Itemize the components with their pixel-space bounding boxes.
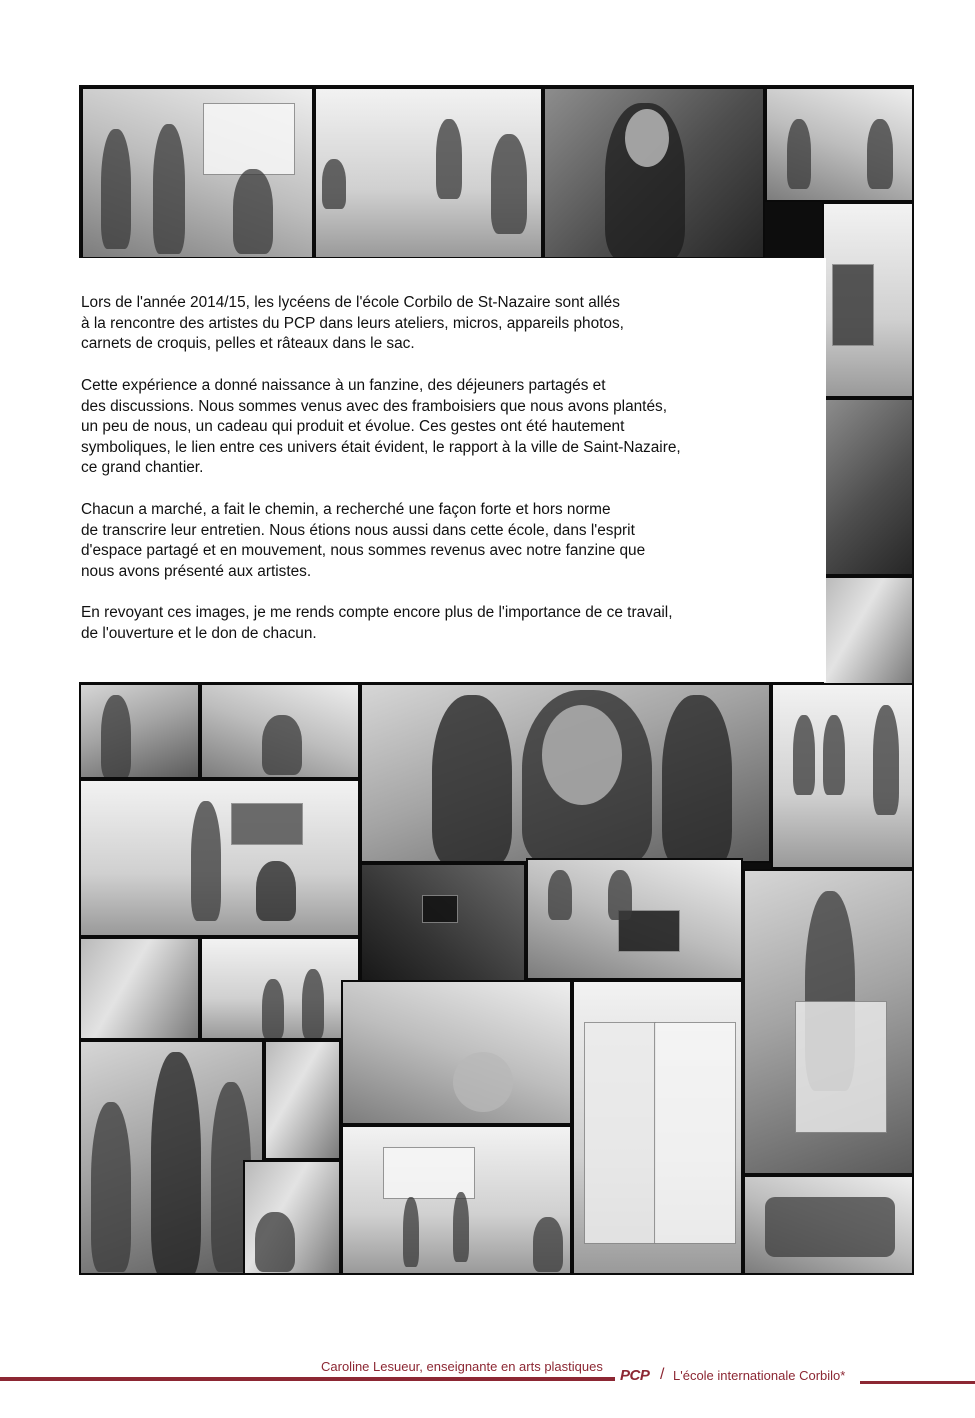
photo-office-door — [822, 202, 914, 398]
photo-workshop-table — [200, 683, 360, 779]
footer-school: L'école internationale Corbilo* — [673, 1368, 846, 1383]
photo-studio-desk — [314, 87, 543, 259]
photo-studio-visitors — [771, 683, 914, 869]
pcp-logo: PCP — [620, 1367, 650, 1384]
photo-street-houses — [79, 937, 200, 1040]
footer-separator: / — [660, 1366, 665, 1383]
photo-planted-raspberry-sign — [360, 863, 526, 995]
photo-closeup-hand — [822, 398, 914, 576]
photo-exhibition-room — [341, 1125, 572, 1275]
photo-seated-group-small — [243, 1160, 341, 1275]
photo-students-reading-fanzine — [743, 869, 914, 1175]
photo-fanzine-letters-wall — [341, 980, 572, 1125]
photo-office-student-standing — [79, 779, 360, 937]
footer-author: Caroline Lesueur, enseignante en arts plastiques — [321, 1359, 603, 1374]
photo-classroom-laptops — [526, 858, 743, 980]
photo-portrait-young-woman — [543, 87, 765, 259]
article-paragraph-4: En revoyant ces images, je me rends compte encore plus de l'importance de ce travail, de l'ouverture et le don de chacun. — [81, 604, 673, 642]
photo-smiling-student — [360, 683, 771, 863]
article-paragraph-3: Chacun a marché, a fait le chemin, a recherché une façon forte et hors norme de transcrire leur entretien. Nous étions nous aussi dans cette école, dans l'esprit d'espace partagé et en mouvement, nous sommes revenus avec notre fanzine que nous avons présenté aux artistes. — [81, 501, 646, 580]
photo-office-meeting — [765, 87, 914, 202]
photo-white-wall — [822, 576, 914, 687]
photo-handwritten-notes — [264, 1040, 341, 1160]
article-paragraph-2: Cette expérience a donné naissance à un fanzine, des déjeuners partagés et des discussions. Nous sommes venus avec des framboisiers que nous avons plantés, un peu de nous, un cadeau qui produit et évolue. Ces gestes ont été hautement symboliques, le lien entre ces univers était évident, le rapport à la ville de Saint-Nazaire, ce grand chantier. — [81, 377, 681, 477]
photo-students-group-left — [79, 683, 200, 779]
photo-classroom-desk-students — [200, 937, 360, 1040]
article-text-panel — [60, 258, 826, 682]
photo-classroom-students — [81, 87, 314, 259]
photo-student-with-rake — [79, 1040, 264, 1275]
footer-rule-right — [860, 1381, 975, 1384]
article-paragraph-1: Lors de l'année 2014/15, les lycéens de l'école Corbilo de St-Nazaire sont allés à la rencontre des artistes du PCP dans leurs ateliers, micros, appareils photos, carnets de croquis, pelles et râteaux dans le sac. — [81, 294, 624, 353]
photo-group-portrait — [743, 1175, 914, 1275]
photo-fanzine-pages-open — [572, 980, 743, 1275]
footer-rule-left — [0, 1377, 615, 1381]
